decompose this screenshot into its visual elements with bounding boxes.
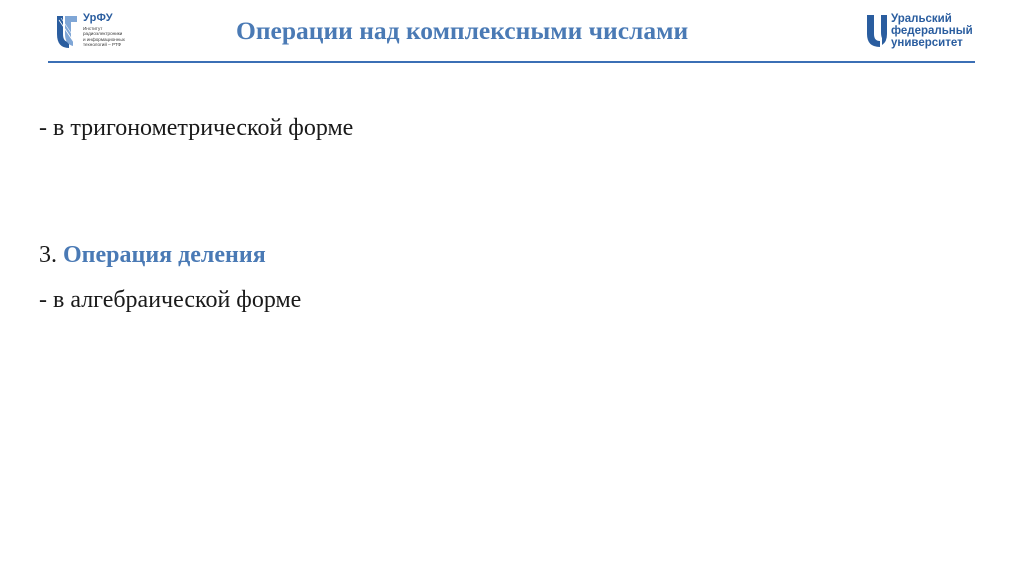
trig-form-item: - в тригонометрической форме xyxy=(39,115,354,141)
institute-subtitle-line: радиоэлектроники xyxy=(83,31,123,37)
university-name xyxy=(891,13,973,49)
institute-subtitle-line: Институт xyxy=(83,26,103,31)
institute-logo-brand: УрФУ xyxy=(83,12,113,24)
university-logo xyxy=(866,12,986,52)
operation-number: 3. xyxy=(39,242,63,268)
institute-subtitle-line: технологий – РТФ xyxy=(83,42,121,48)
division-operation-heading xyxy=(39,242,266,269)
urfu-u-logo-icon xyxy=(866,14,888,48)
university-name-line: Уральский xyxy=(891,13,952,25)
institute-logo-subtitle xyxy=(83,26,125,48)
operation-name: Операция деления xyxy=(63,242,266,268)
slide-header xyxy=(0,0,1024,64)
header-divider xyxy=(48,61,975,63)
university-name-line: федеральный xyxy=(891,25,973,37)
institute-logo xyxy=(55,12,145,54)
algebraic-form-item: - в алгебраической форме xyxy=(39,287,302,313)
university-name-line: университет xyxy=(891,37,963,49)
slide-title: Операции над комплексными числами xyxy=(236,16,689,45)
urfu-u-emblem-icon xyxy=(55,14,79,50)
institute-subtitle-line: и информационных xyxy=(83,36,125,42)
